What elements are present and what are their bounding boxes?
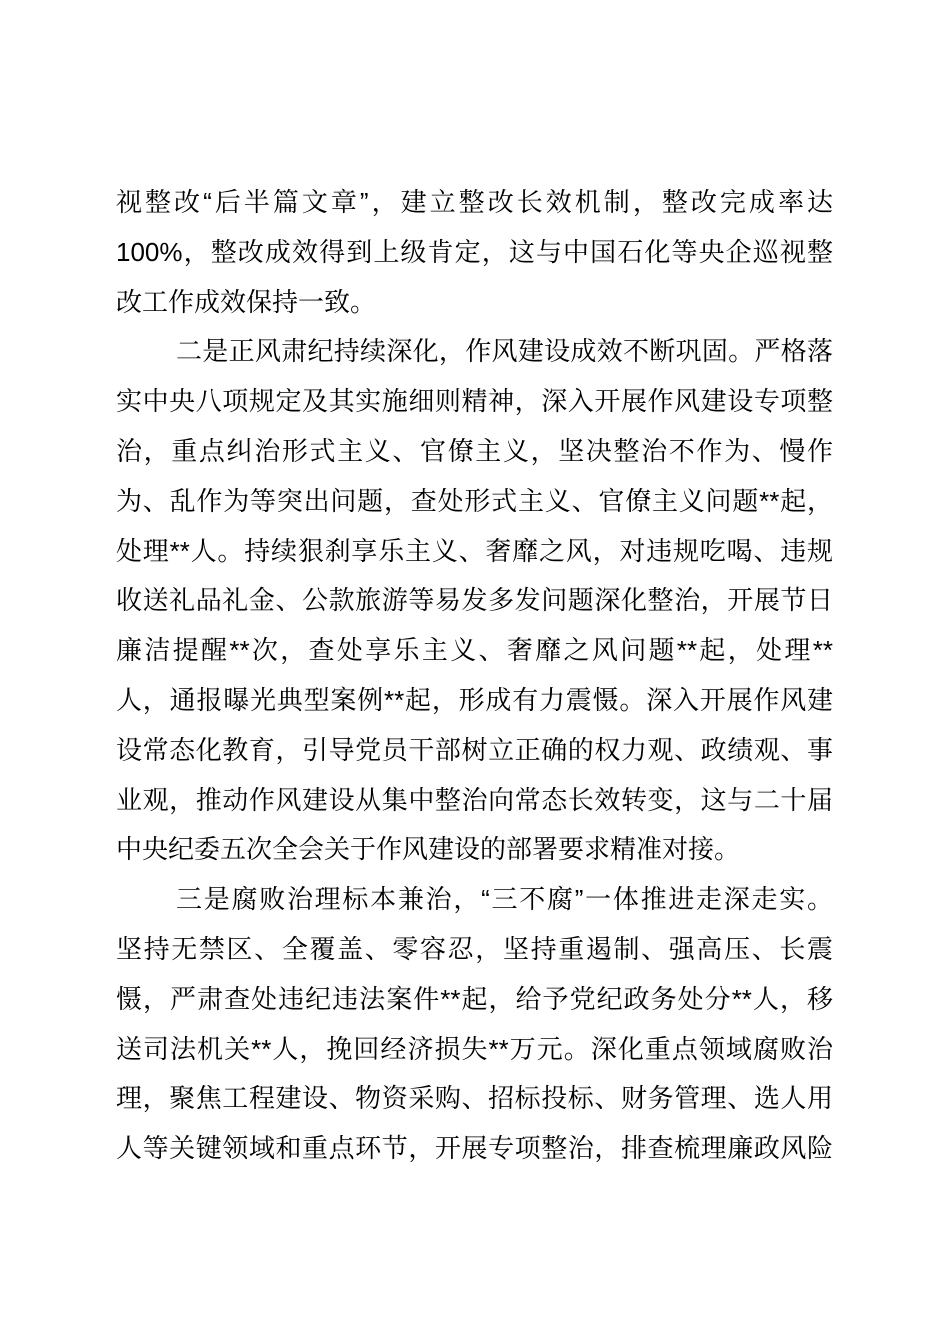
text-line: 处理**人。持续狠刹享乐主义、奢靡之风，对违规吃喝、违规: [116, 535, 833, 566]
text-line: 为、乱作为等突出问题，查处形式主义、官僚主义问题**起，: [116, 485, 833, 516]
text-line: 治，重点纠治形式主义、官僚主义，坚决整治不作为、慢作: [116, 435, 833, 466]
text-line: 慑，严肃查处违纪违法案件**起，给予党纪政务处分**人，移: [116, 983, 833, 1014]
text-line: 中央纪委五次全会关于作风建设的部署要求精准对接。: [116, 834, 741, 865]
text-line: 业观，推动作风建设从集中整治向常态长效转变，这与二十届: [116, 784, 833, 815]
text-line: 三是腐败治理标本兼治，“三不腐”一体推进走深走实。: [176, 884, 833, 915]
document-body: [116, 178, 833, 1174]
text-line: 坚持无禁区、全覆盖、零容忍，坚持重遏制、强高压、长震: [116, 933, 833, 964]
paragraph: [116, 178, 833, 327]
text-line: 廉洁提醒**次，查处享乐主义、奢靡之风问题**起，处理**: [116, 635, 833, 666]
text-line: 送司法机关**人，挽回经济损失**万元。深化重点领域腐败治: [116, 1033, 833, 1064]
text-line: 100%，整改成效得到上级肯定，这与中国石化等央企巡视整: [116, 236, 833, 267]
paragraph: [116, 875, 833, 1174]
paragraph: [116, 327, 833, 875]
text-line: 人，通报曝光典型案例**起，形成有力震慑。深入开展作风建: [116, 684, 833, 715]
text-line: 理，聚焦工程建设、物资采购、招标投标、财务管理、选人用: [116, 1083, 833, 1114]
text-line: 二是正风肃纪持续深化，作风建设成效不断巩固。严格落: [176, 336, 833, 367]
text-line: 设常态化教育，引导党员干部树立正确的权力观、政绩观、事: [116, 734, 833, 765]
text-line: 改工作成效保持一致。: [116, 286, 377, 317]
text-line: 实中央八项规定及其实施细则精神，深入开展作风建设专项整: [116, 386, 833, 417]
text-line: 视整改“后半篇文章”，建立整改长效机制，整改完成率达: [116, 187, 833, 217]
text-line: 收送礼品礼金、公款旅游等易发多发问题深化整治，开展节日: [116, 585, 833, 616]
text-line: 人等关键领域和重点环节，开展专项整治，排查梳理廉政风险: [116, 1133, 833, 1164]
